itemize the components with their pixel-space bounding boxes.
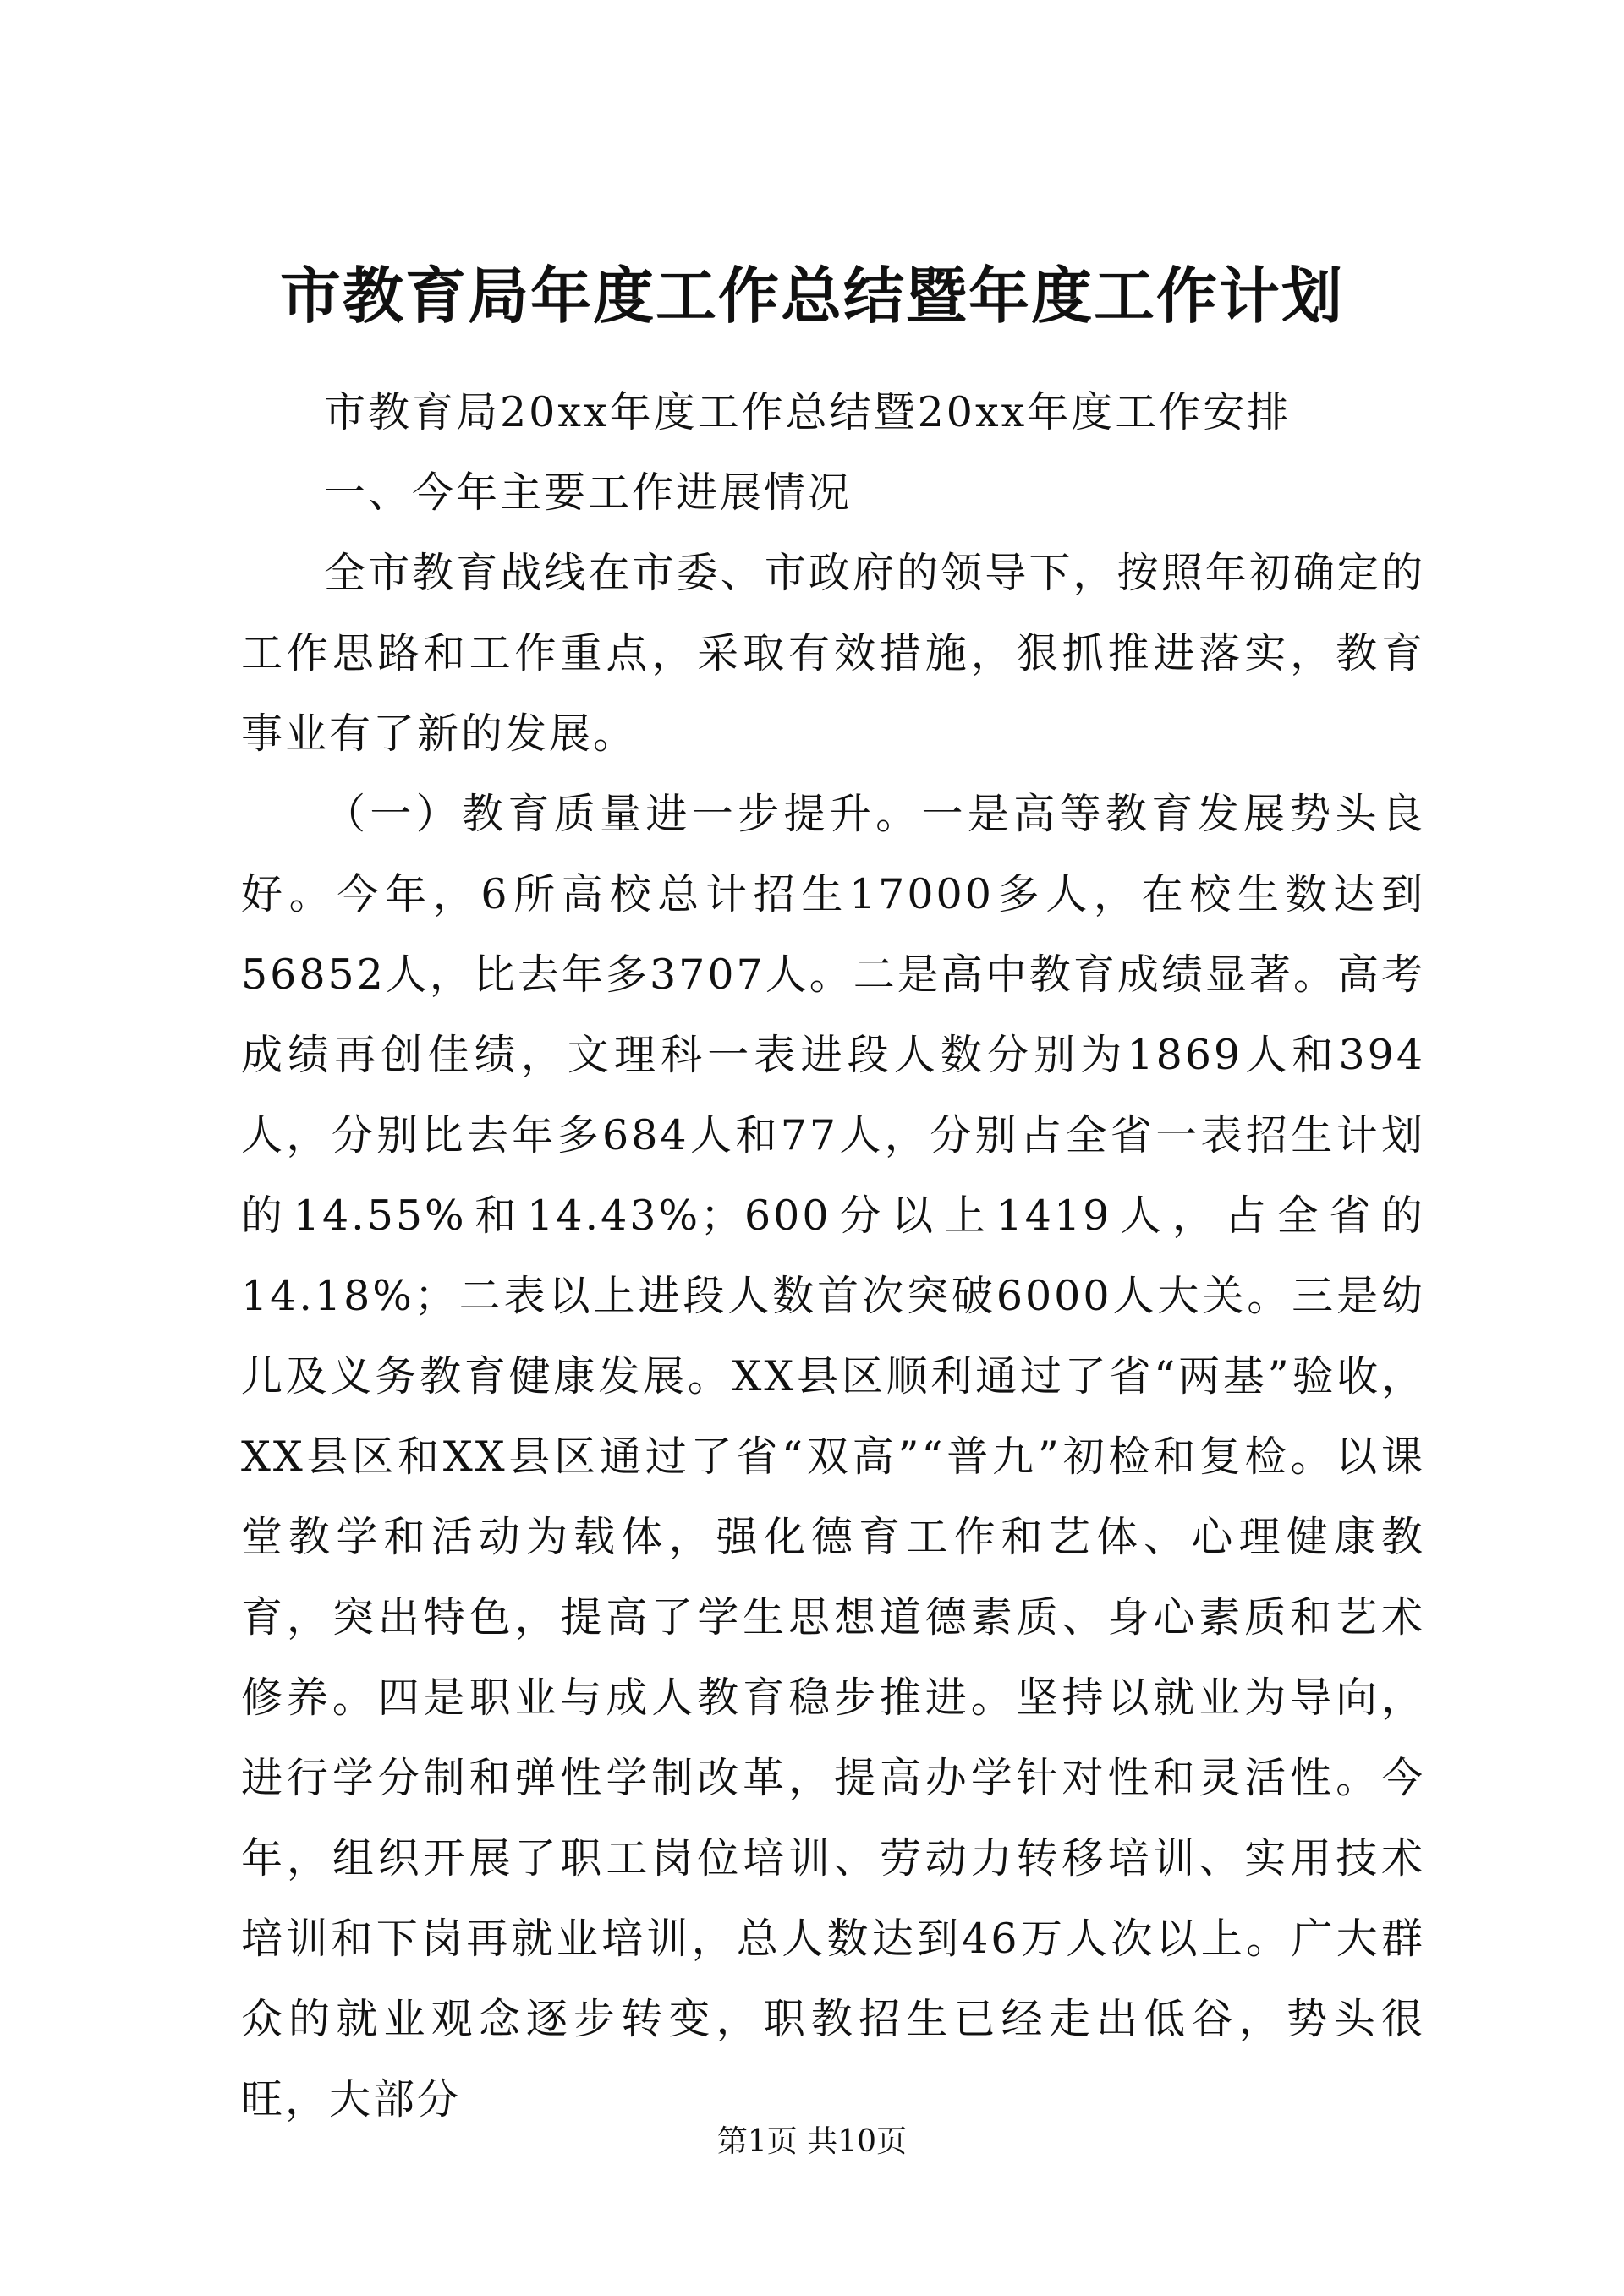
page-number-label: 第1页 共10页	[716, 2124, 908, 2159]
paragraph-education-quality: （一）教育质量进一步提升。一是高等教育发展势头良好。今年，6所高校总计招生17000多人，在校生数达到56852人，比去年多3707人。二是高中教育成绩显著。高考成绩再创佳绩，文理科一表进段人数分别为1869人和394人，分别比去年多684人和77人，分别占全省一表招生计划的14.55%和14.43%；600分以上1419人，占全省的14.18%；二表以上进段人数首次突破6000人大关。三是幼儿及义务教育健康发展。XX县区顺利通过了省“两基”验收，XX县区和XX县区通过了省“双高”“普九”初检和复检。以课堂教学和活动为载体，强化德育工作和艺体、心理健康教育，突出特色，提高了学生思想道德素质、身心素质和艺术修养。四是职业与成人教育稳步推进。坚持以就业为导向，进行学分制和弹性学制改革，提高办学针对性和灵活性。今年，组织开展了职工岗位培训、劳动力转移培训、实用技术培训和下岗再就业培训，总人数达到46万人次以上。广大群众的就业观念逐步转变，职教招生已经走出低谷，势头很旺，大部分	[241, 790, 1425, 2123]
section-heading: 一、今年主要工作进展情况	[324, 469, 853, 517]
document-title: 市教育局年度工作总结暨年度工作计划	[279, 260, 1344, 332]
paragraph-intro: 全市教育战线在市委、市政府的领导下，按照年初确定的工作思路和工作重点，采取有效措施，狠抓推进落实，教育事业有了新的发展。	[241, 549, 1425, 758]
document-body	[241, 372, 1425, 2140]
document-subtitle: 市教育局20xx年度工作总结暨20xx年度工作安排	[324, 388, 1292, 436]
page-footer	[0, 2121, 1624, 2163]
